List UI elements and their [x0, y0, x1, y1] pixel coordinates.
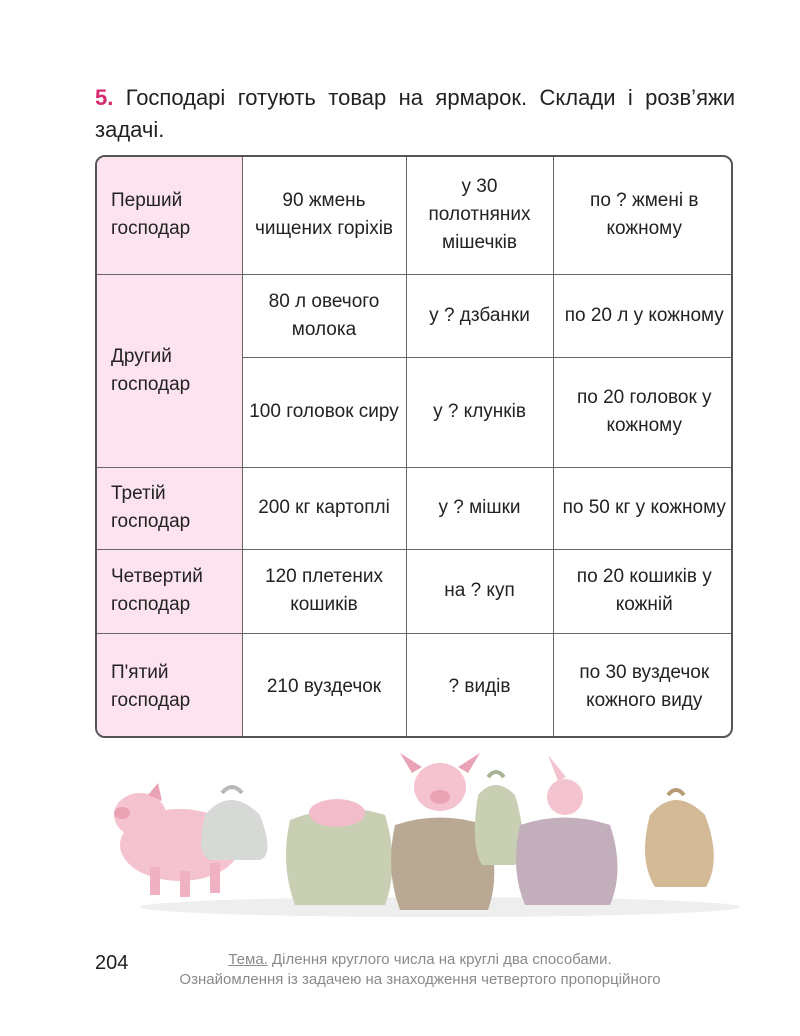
amount-each-cell: по ? жмені в кожному — [553, 157, 733, 274]
task-number: 5. — [95, 85, 114, 110]
table-row — [97, 157, 733, 274]
container-cell: у ? дзбанки — [406, 274, 553, 357]
table-row — [97, 549, 733, 633]
goods-cell: 90 жмень чищених горіхів — [242, 157, 406, 274]
goods-cell: 210 вуздечок — [242, 633, 406, 738]
topic-label: Тема. — [228, 951, 268, 968]
pigs-and-sacks-illustration — [110, 745, 750, 920]
goods-cell: 200 кг картоплі — [242, 467, 406, 549]
amount-each-cell: по 20 кошиків у кожній — [553, 549, 733, 633]
container-cell: на ? куп — [406, 549, 553, 633]
goods-cell: 100 головок сиру — [242, 357, 406, 467]
topic-line2: Ознайомлення із задачею на знаходження четвертого пропорційного — [179, 971, 661, 988]
amount-each-cell: по 30 вуздечок кожного виду — [553, 633, 733, 738]
container-cell: ? видів — [406, 633, 553, 738]
table-row — [97, 274, 733, 357]
task-text — [95, 82, 735, 146]
owner-cell: Четвертий господар — [97, 549, 242, 633]
amount-each-cell: по 50 кг у кожному — [553, 467, 733, 549]
page-number: 204 — [95, 952, 129, 974]
task-table — [95, 155, 733, 738]
topic-text: Ділення круглого числа на круглі два способами. — [267, 951, 612, 968]
table-row — [97, 633, 733, 738]
owner-cell: Другий господар — [97, 274, 242, 467]
task-statement: Господарі готують товар на ярмарок. Склади і розв’яжи задачі. — [95, 85, 735, 142]
container-cell: у 30 полотняних мішечків — [406, 157, 553, 274]
sack-icon — [645, 790, 714, 887]
container-cell: у ? клунків — [406, 357, 553, 467]
sack-icon — [286, 799, 393, 905]
table-row — [97, 467, 733, 549]
amount-each-cell: по 20 л у кожному — [553, 274, 733, 357]
goods-cell: 80 л овечого молока — [242, 274, 406, 357]
owner-cell: Перший господар — [97, 157, 242, 274]
sack-icon — [201, 787, 268, 860]
owner-cell: П'ятий господар — [97, 633, 242, 738]
container-cell: у ? мішки — [406, 467, 553, 549]
owner-cell: Третій господар — [97, 467, 242, 549]
sack-icon — [516, 755, 618, 905]
sack-icon — [475, 772, 523, 865]
amount-each-cell: по 20 головок у кожному — [553, 357, 733, 467]
footer-topic — [140, 950, 700, 990]
goods-cell: 120 плетених кошиків — [242, 549, 406, 633]
